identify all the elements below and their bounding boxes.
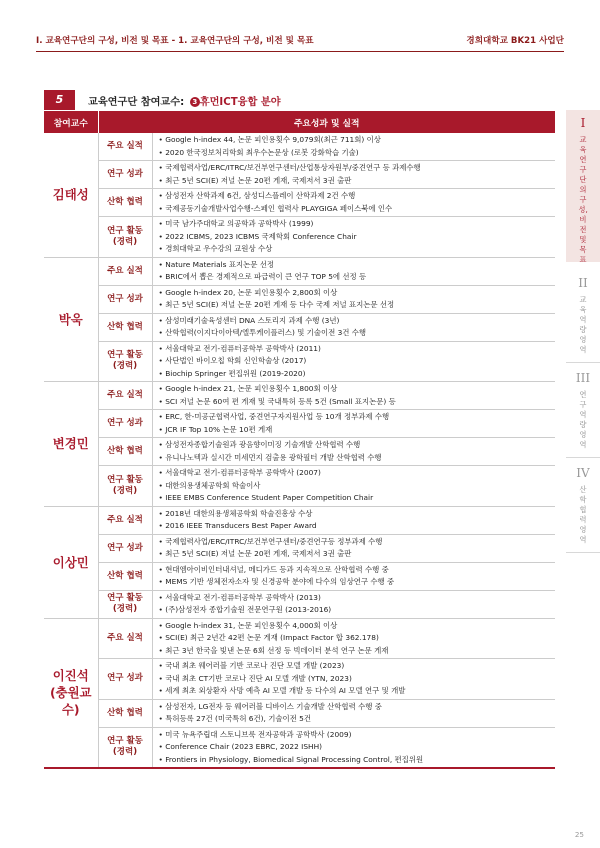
section-title-prefix: 교육연구단 참여교수: <box>88 97 185 108</box>
table-row <box>44 466 555 507</box>
achievement-category: 주요 실적 <box>98 506 152 534</box>
side-tab-numeral: IV <box>576 466 590 480</box>
achievement-details <box>152 618 555 659</box>
achievement-category: 주요 실적 <box>98 133 152 161</box>
achievement-details <box>152 590 555 618</box>
header-chapter-title: I. 교육연구단의 구성, 비전 및 목표 - 1. 교육연구단의 구성, 비전 및 목표 <box>36 36 314 46</box>
side-tab-2[interactable] <box>566 270 600 363</box>
achievement-item: • 2020 한국정보처리학회 최우수논문상 (로봇 강화학습 기술) <box>159 147 556 160</box>
achievement-item: • 최근 5년 SCI(E) 저널 논문 20편 게재, 국제저서 3권 출판 <box>159 175 556 188</box>
achievement-item: • (주)삼성전자 종합기술원 전문연구원 (2013-2016) <box>159 604 556 617</box>
achievement-item: • 특허등록 27건 (미국특허 6건), 기술이전 5건 <box>159 713 556 726</box>
achievement-details <box>152 161 555 189</box>
achievement-item: • 서울대학교 전기-컴퓨터공학부 공학박사 (2013) <box>159 592 556 605</box>
section-circled-number: 3 <box>190 97 200 107</box>
achievement-item: • 세계 최초 외상환자 사망 예측 AI 모델 개발 등 다수의 AI 모델 연구 및 개발 <box>159 685 556 698</box>
achievement-item: • 2022 ICBMS, 2023 ICBMS 국제학회 Conference Chair <box>159 231 556 244</box>
achievement-item: • 현대엠아이비인터내셔널, 메디가드 등과 지속적으로 산학협력 수행 중 <box>159 564 556 577</box>
achievement-details <box>152 257 555 285</box>
professor-achievements-table <box>44 111 555 769</box>
achievement-details <box>152 189 555 217</box>
achievement-category: 연구 성과 <box>98 161 152 189</box>
achievement-item: • IEEE EMBS Conference Student Paper Competition Chair <box>159 492 556 505</box>
achievement-category: 산학 협력 <box>98 699 152 727</box>
table-row <box>44 161 555 189</box>
achievement-category: 주요 실적 <box>98 618 152 659</box>
table-row <box>44 217 555 258</box>
achievement-item: • Frontiers in Physiology, Biomedical Signal Processing Control, 편집위원 <box>159 754 556 767</box>
achievement-category: 연구 성과 <box>98 285 152 313</box>
column-header-professor: 참여교수 <box>44 111 98 133</box>
achievement-category: 연구 성과 <box>98 659 152 700</box>
achievement-category: 연구 활동 (경력) <box>98 590 152 618</box>
achievement-details <box>152 285 555 313</box>
achievement-category: 연구 성과 <box>98 534 152 562</box>
table-row <box>44 590 555 618</box>
table-body <box>44 133 555 768</box>
achievement-item: • 최근 5년 SCI(E) 저널 논문 20편 게재, 국제저서 3권 출판 <box>159 548 556 561</box>
header-divider <box>36 51 564 52</box>
achievement-category: 산학 협력 <box>98 313 152 341</box>
achievement-item: • Google h-index 21, 논문 피인용횟수 1,800회 이상 <box>159 383 556 396</box>
table-row <box>44 506 555 534</box>
side-tab-numeral: II <box>578 276 588 290</box>
achievement-details <box>152 699 555 727</box>
achievement-item: • BRIC에서 뽑은 경제적으로 파급력이 큰 연구 TOP 5에 선정 등 <box>159 271 556 284</box>
table-row <box>44 410 555 438</box>
achievement-item: • 2018년 대한의용생체공학회 학술진흥상 수상 <box>159 508 556 521</box>
side-tab-1[interactable] <box>566 110 600 262</box>
achievement-item: • 삼성미래기술육성센터 DNA 스토리지 과제 수행 (3년) <box>159 315 556 328</box>
side-tab-label: 산학협력 영역 <box>579 485 587 544</box>
side-tab-numeral: III <box>575 371 591 385</box>
achievement-item: • 삼성전자 산학과제 6건, 삼성디스플레이 산학과제 2건 수행 <box>159 190 556 203</box>
achievement-details <box>152 410 555 438</box>
table-row <box>44 699 555 727</box>
achievement-item: • 삼성전자종합기술원과 광음향이미징 기술개발 산학협력 수행 <box>159 439 556 452</box>
professor-name: 이진석 (충원교수) <box>44 618 98 768</box>
table-row <box>44 438 555 466</box>
achievement-details <box>152 133 555 161</box>
achievement-details <box>152 382 555 410</box>
achievement-item: • 최근 3년 한국을 빛낸 논문 6회 선정 등 빅데이터 분석 연구 논문 게재 <box>159 645 556 658</box>
achievement-item: • Google h-index 31, 논문 피인용횟수 4,000회 이상 <box>159 620 556 633</box>
page-header <box>36 34 564 50</box>
achievement-details <box>152 341 555 382</box>
achievement-details <box>152 217 555 258</box>
table-row <box>44 727 555 768</box>
side-tab-label: 교육역량 영역 <box>579 295 587 354</box>
table-row <box>44 534 555 562</box>
achievement-details <box>152 466 555 507</box>
achievement-item: • ERC, 한-미공군협력사업, 중견연구자지원사업 등 10개 정부과제 수행 <box>159 411 556 424</box>
side-tab-4[interactable] <box>566 460 600 553</box>
achievement-details <box>152 534 555 562</box>
achievement-category: 주요 실적 <box>98 382 152 410</box>
achievement-item: • 미국 뉴욕주립대 스토니브룩 전자공학과 공학박사 (2009) <box>159 729 556 742</box>
professor-name: 변경민 <box>44 382 98 507</box>
side-tab-label: 교육연구단의 구성, 비전 및 목표 <box>578 135 588 264</box>
achievement-item: • 2016 IEEE Transducers Best Paper Award <box>159 520 556 533</box>
achievement-item: • 유니나노텍과 실시간 미세먼지 검출용 광학필터 개발 산학협력 수행 <box>159 452 556 465</box>
achievement-item: • Google h-index 44, 논문 피인용횟수 9,079회(최근 711회) 이상 <box>159 134 556 147</box>
achievement-details <box>152 438 555 466</box>
achievement-category: 산학 협력 <box>98 189 152 217</box>
achievement-details <box>152 659 555 700</box>
achievement-item: • 서울대학교 전기-컴퓨터공학부 공학박사 (2007) <box>159 467 556 480</box>
side-tab-label: 연구역량 영역 <box>579 390 587 449</box>
achievement-category: 산학 협력 <box>98 562 152 590</box>
achievement-item: • 미국 남가주대학교 의공학과 공학박사 (1999) <box>159 218 556 231</box>
achievement-item: • 국제공동기술개발사업수행-스페인 협력사 PLAYGIGA 페이스북에 인수 <box>159 203 556 216</box>
achievement-item: • 국내 최초 웨어러블 기반 코로나 진단 모델 개발 (2023) <box>159 660 556 673</box>
column-header-achievements: 주요성과 및 실적 <box>98 111 555 133</box>
achievement-item: • MEMS 기반 생체전자소자 및 신경공학 분야에 다수의 임상연구 수행 중 <box>159 576 556 589</box>
achievement-item: • 국내 최초 CT기반 코로나 진단 AI 모델 개발 (YTN, 2023) <box>159 673 556 686</box>
table-row <box>44 313 555 341</box>
achievement-details <box>152 562 555 590</box>
achievement-item: • 서울대학교 전기-컴퓨터공학부 공학박사 (2011) <box>159 343 556 356</box>
achievement-category: 주요 실적 <box>98 257 152 285</box>
table-header-row <box>44 111 555 133</box>
header-organization: 경희대학교 BK21 사업단 <box>466 36 564 46</box>
professor-name: 이상민 <box>44 506 98 618</box>
table-row <box>44 562 555 590</box>
achievement-item: • 사단법인 바이오칩 학회 신인학술상 (2017) <box>159 355 556 368</box>
achievement-item: • Conference Chair (2023 EBRC, 2022 ISHH) <box>159 741 556 754</box>
achievement-item: • JCR IF Top 10% 논문 10편 게재 <box>159 424 556 437</box>
side-tab-numeral: I <box>580 116 586 130</box>
achievement-details <box>152 727 555 768</box>
achievement-category: 산학 협력 <box>98 438 152 466</box>
achievement-item: • 국제협력사업/ERC/ITRC/보건부연구센터/중견연구등 정부과제 수행 <box>159 536 556 549</box>
achievement-details <box>152 506 555 534</box>
table-row <box>44 341 555 382</box>
section-title-highlight: 휴먼ICT융합 분야 <box>199 97 281 108</box>
achievement-category: 연구 활동 (경력) <box>98 341 152 382</box>
table-row <box>44 257 555 285</box>
achievement-item: • SCI 저널 논문 60여 편 게재 및 국내특허 등록 5건 (Small 표지논문) 등 <box>159 396 556 409</box>
table-row <box>44 382 555 410</box>
professor-name: 김태성 <box>44 133 98 257</box>
table-row <box>44 618 555 659</box>
achievement-item: • 국제협력사업/ERC/ITRC/보건부연구센터/산업통상자원부/중견연구 등 과제수행 <box>159 162 556 175</box>
page-number: 25 <box>574 830 584 839</box>
achievement-details <box>152 313 555 341</box>
achievement-category: 연구 성과 <box>98 410 152 438</box>
table-row <box>44 189 555 217</box>
achievement-item: • Biochip Springer 편집위원 (2019-2020) <box>159 368 556 381</box>
achievement-category: 연구 활동 (경력) <box>98 727 152 768</box>
achievement-item: • 삼성전자, LG전자 등 웨어러블 디바이스 기술개발 산학협력 수행 중 <box>159 701 556 714</box>
table-row <box>44 659 555 700</box>
achievement-item: • 대한의용생체공학회 학술이사 <box>159 480 556 493</box>
achievement-item: • Nature Materials 표지논문 선정 <box>159 259 556 272</box>
section-title <box>88 93 281 108</box>
achievement-item: • SCI(E) 최근 2년간 42편 논문 게재 (Impact Factor 합 362.178) <box>159 632 556 645</box>
table-row <box>44 285 555 313</box>
table-row <box>44 133 555 161</box>
section-number-badge: 5 <box>44 90 75 110</box>
professor-name: 박욱 <box>44 257 98 382</box>
achievement-category: 연구 활동 (경력) <box>98 466 152 507</box>
achievement-category: 연구 활동 (경력) <box>98 217 152 258</box>
achievement-item: • 산학협력(이지다이아텍/엘투케이플러스) 및 기술이전 3건 수행 <box>159 327 556 340</box>
side-tab-3[interactable] <box>566 365 600 458</box>
achievement-item: • 최근 5년 SCI(E) 저널 논문 20편 게재 등 다수 국제 저널 표지논문 선정 <box>159 299 556 312</box>
achievement-item: • 경희대학교 우수강의 교원상 수상 <box>159 243 556 256</box>
achievement-item: • Google h-index 20, 논문 피인용횟수 2,800회 이상 <box>159 287 556 300</box>
